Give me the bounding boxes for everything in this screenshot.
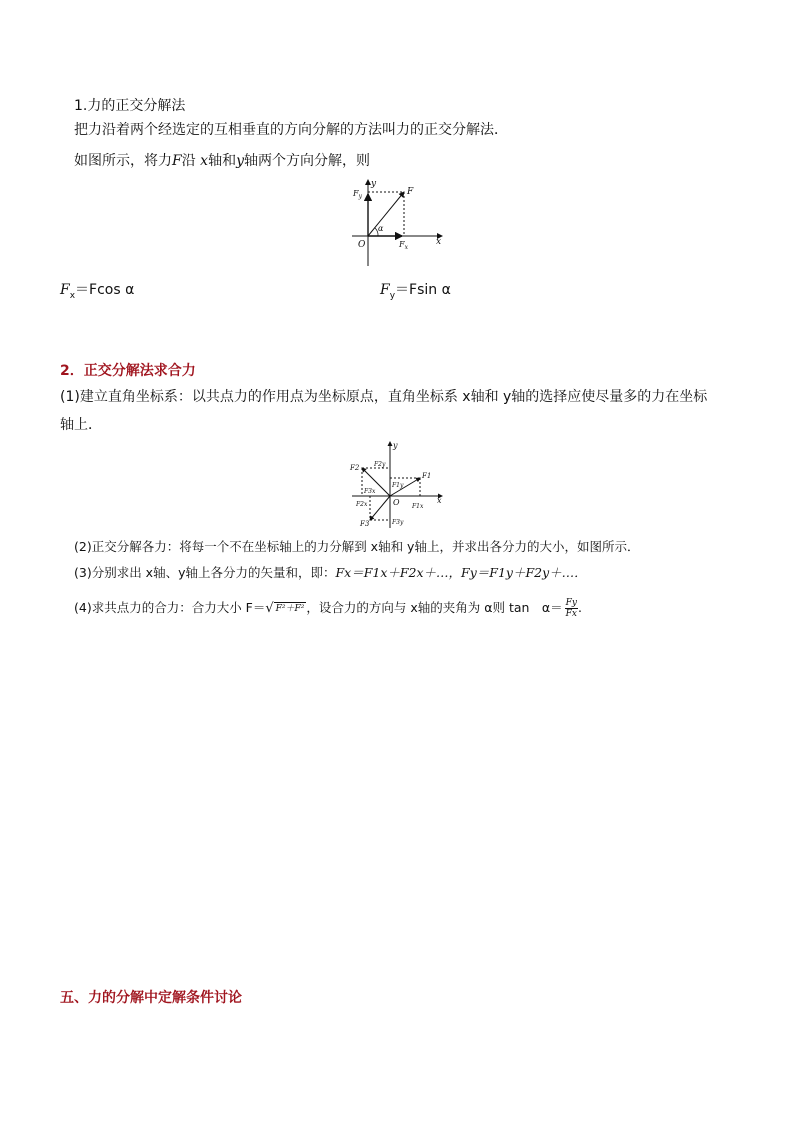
label-Fx: $F_x$ xyxy=(399,240,408,251)
label-F3: F3 xyxy=(360,520,370,528)
label-Fy: $F_y$ xyxy=(353,189,362,200)
label-alpha: α xyxy=(378,224,384,233)
label-x-2: x xyxy=(437,496,442,505)
label-F: F xyxy=(407,187,414,197)
intro-mid1: 沿 xyxy=(181,153,196,169)
label-F2: F2 xyxy=(350,464,360,472)
intro-y: y xyxy=(236,153,244,169)
force-decomposition-figure xyxy=(348,176,448,268)
equation-fx: $F_x=Fcos$ α xyxy=(60,282,135,301)
step3: (3)分别求出 x轴、y轴上各分力的矢量和，即：Fx＝F1x＋F2x＋…，Fy＝F1y＋F2y＋…． xyxy=(74,565,587,580)
intro-prefix: 如图所示，将力 xyxy=(74,153,172,169)
step1-line2: 轴上． xyxy=(60,417,102,433)
step4: (4)求共点力的合力：合力大小 F＝√ F²＋F² ，设合力的方向与 x轴的夹角为 α则 tan α＝ $\frac{Fy}{Fx}$ . xyxy=(74,598,582,619)
label-y: y xyxy=(371,179,377,189)
label-F1x: F1x xyxy=(412,503,424,510)
label-O-2: O xyxy=(393,498,400,507)
force-vector xyxy=(368,192,404,236)
section2-heading: 2．正交分解法求合力 xyxy=(60,363,196,379)
tan-fraction: $\frac{Fy}{Fx}$ xyxy=(565,598,578,619)
intro-force: F xyxy=(172,153,182,169)
f3-vector xyxy=(370,496,390,520)
label-F3y: F3y xyxy=(392,519,404,526)
section5-heading: 五、力的分解中定解条件讨论 xyxy=(60,990,242,1006)
label-F2x: F2x xyxy=(356,501,368,508)
intro-mid2: 轴和 xyxy=(208,153,237,169)
step2: (2)正交分解各力：将每一个不在坐标轴上的力分解到 x轴和 y轴上，并求出各分力的大小，如图所示． xyxy=(74,539,640,554)
label-O: O xyxy=(358,240,366,250)
intro-x: x xyxy=(200,153,209,169)
section1-intro xyxy=(74,151,370,171)
equation-fy: $F_y=Fsin$ α xyxy=(380,282,451,301)
label-F1y: F1y xyxy=(392,482,404,489)
label-y-2: y xyxy=(393,441,398,450)
label-F3x: F3x xyxy=(364,488,376,495)
step1-line1: (1)建立直角坐标系：以共点力的作用点为坐标原点，直角坐标系 x轴和 y轴的选择应使尽量多的力在坐标 xyxy=(60,389,708,405)
multi-force-figure xyxy=(348,440,448,532)
label-x: x xyxy=(436,237,442,247)
label-F2y: F2y xyxy=(374,461,386,468)
label-F1: F1 xyxy=(422,472,432,480)
intro-suffix: 轴两个方向分解，则 xyxy=(244,153,370,169)
section1-heading: 1.力的正交分解法 xyxy=(74,98,186,114)
section1-definition: 把力沿着两个经选定的互相垂直的方向分解的方法叫力的正交分解法． xyxy=(74,122,508,138)
